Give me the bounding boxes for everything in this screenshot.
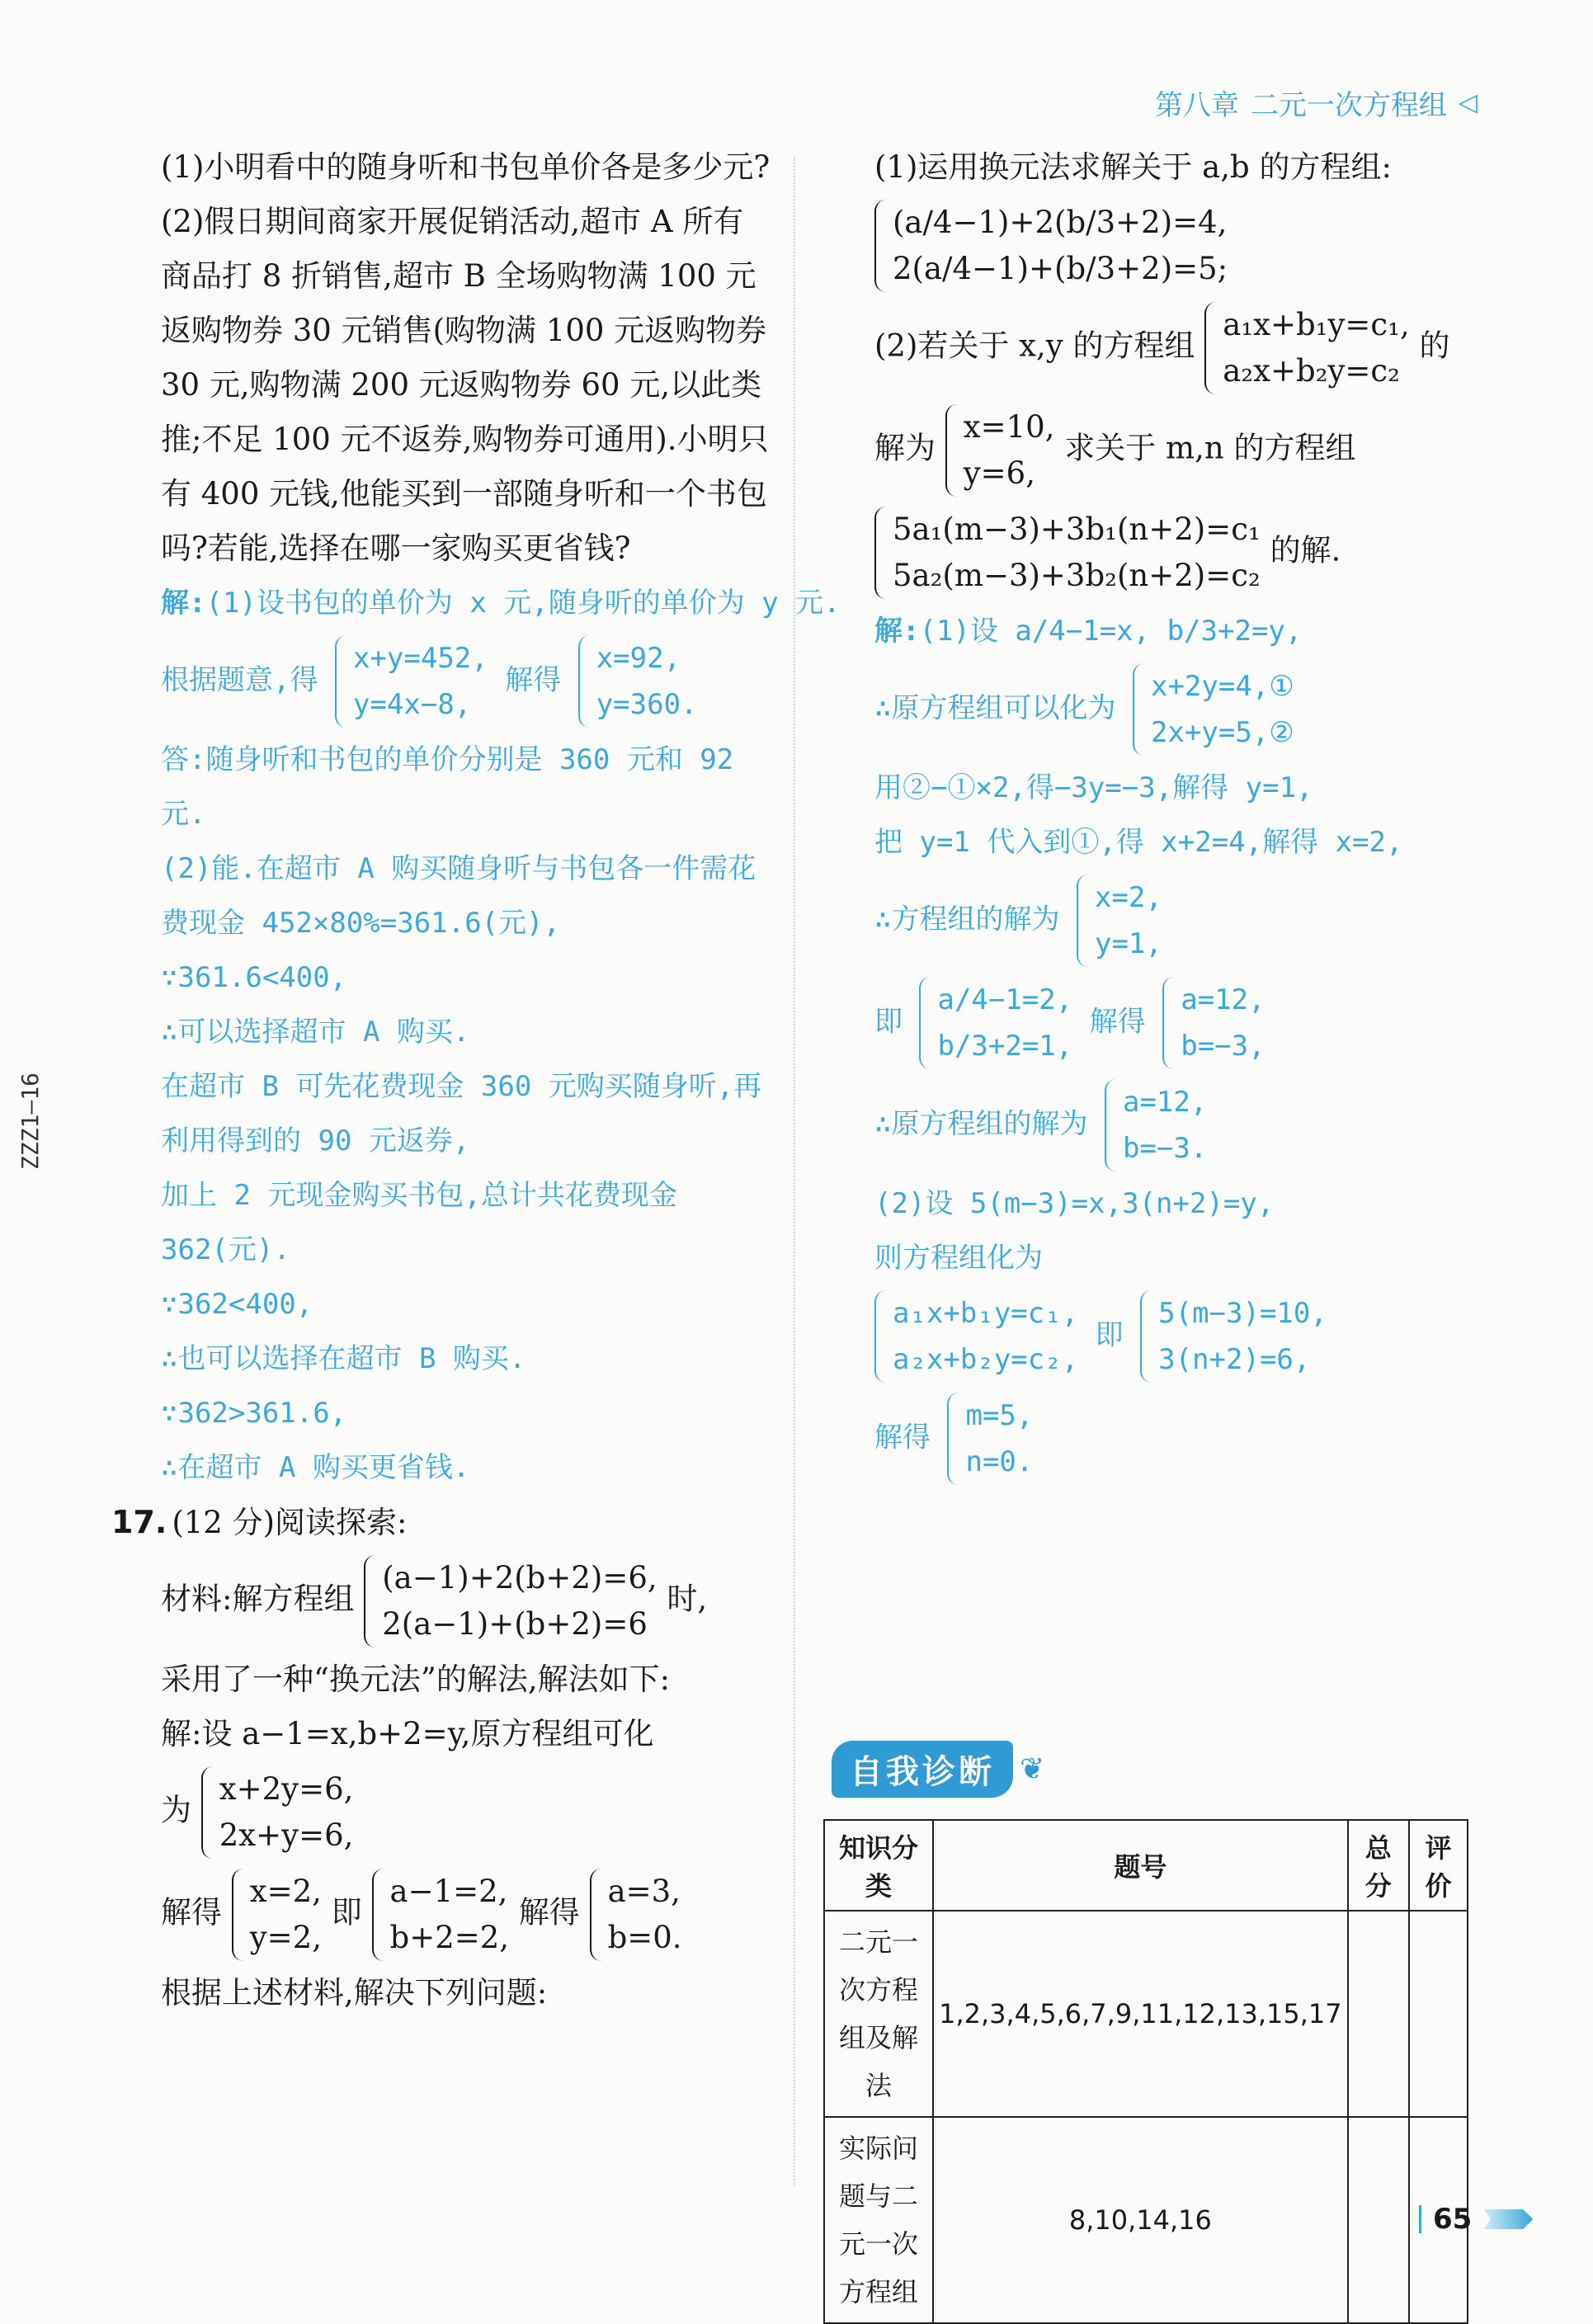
solution-line-1: (1)设 a/4−1=x, b/3+2=y,	[919, 615, 1303, 648]
line-suffix: 的解.	[1270, 532, 1341, 568]
equation-line: y=4x−8,	[352, 688, 472, 721]
question-17-material	[161, 1550, 771, 1652]
brace-icon	[874, 1290, 888, 1383]
equation-system	[874, 1290, 1078, 1383]
solution-line-6: ∴可以选择超市 A 购买.	[161, 1016, 470, 1049]
equation-system	[1204, 302, 1410, 394]
equation-line: a₂x+b₂y=c₂,	[893, 1343, 1079, 1376]
solution-line-10: ∴也可以选择在超市 B 购买.	[161, 1342, 526, 1375]
brace-icon	[232, 1869, 245, 1961]
chapter-number: 第八章	[1154, 89, 1239, 122]
equation-line: m=5,	[965, 1399, 1034, 1432]
score-cell[interactable]	[1348, 1911, 1409, 2117]
solution-line-9: 则方程组化为	[874, 1242, 1043, 1275]
brace-icon	[578, 635, 591, 728]
question-17-heading: (12 分)阅读探索:	[172, 1505, 408, 1540]
equation-line: x=2,	[1094, 881, 1162, 914]
line-mid: 解得	[1089, 1005, 1146, 1039]
column-header: 评价	[1409, 1820, 1468, 1911]
material-label: 材料:解方程组	[161, 1581, 355, 1617]
solution-line-3: 答:随身听和书包的单价分别是 360 元和 92 元.	[161, 743, 734, 831]
equation-line: y=1,	[1094, 927, 1162, 960]
equation-line: a₁x+b₁y=c₁,	[893, 1297, 1079, 1330]
line-suffix: 的	[1419, 328, 1450, 364]
brace-icon	[947, 1393, 960, 1485]
equation-line: 2x+y=6,	[219, 1817, 354, 1853]
solution-line-4: 把 y=1 代入到①,得 x+2=4,解得 x=2,	[874, 826, 1403, 859]
line-suffix: 求关于 m,n 的方程组	[1064, 430, 1356, 466]
equation-line: a=12,	[1122, 1086, 1208, 1119]
arrow-icon	[1483, 2209, 1533, 2229]
solution-line-9: ∵362<400,	[161, 1288, 313, 1321]
equation-line: b/3+2=1,	[937, 1030, 1073, 1063]
diagnosis-table	[823, 1819, 1468, 2324]
badge-title: 自我诊断	[832, 1741, 1013, 1798]
equation-line: a=3,	[607, 1874, 681, 1909]
question-part-1: (1)小明看中的随身听和书包单价各是多少元?	[161, 149, 771, 185]
equation-line: 5a₂(m−3)+3b₂(n+2)=c₂	[893, 558, 1261, 593]
solution-line-12: ∴在超市 A 购买更省钱.	[161, 1451, 470, 1484]
answer-block-17	[874, 604, 1485, 1490]
solution-line-4: (2)能.在超市 A 购买随身听与书包各一件需花费现金 452×80%=361.6(元),	[161, 852, 756, 940]
equation-line: a=12,	[1181, 983, 1265, 1016]
sub-question-2-cont	[874, 399, 1485, 502]
equation-line: x=2,	[249, 1874, 322, 1909]
side-code: ZZZ1—16	[16, 1072, 44, 1171]
solution-system-intro: 根据题意,得	[161, 663, 318, 697]
equation-system	[945, 404, 1055, 497]
leaf-icon: ❦	[1020, 1752, 1045, 1786]
equation-system	[919, 977, 1072, 1069]
category-cell: 二元一次方程组及解法	[824, 1911, 933, 2117]
equation-system	[874, 507, 1261, 599]
line-prefix: ∴方程组的解为	[874, 903, 1060, 936]
equation-system	[874, 200, 1228, 292]
equation-line: n=0.	[965, 1445, 1034, 1478]
brace-icon	[874, 200, 888, 292]
footer-bar	[1419, 2205, 1421, 2233]
brace-icon	[1140, 1290, 1153, 1383]
solution-line-8: (2)设 5(m−3)=x,3(n+2)=y,	[874, 1187, 1275, 1220]
line-mid: 解得	[518, 1894, 580, 1930]
equation-system	[947, 1393, 1033, 1485]
self-diagnosis-badge	[832, 1741, 1044, 1798]
brace-icon	[1133, 663, 1146, 756]
line-prefix: 解为	[874, 430, 936, 466]
equation-line: x+2y=4,①	[1150, 670, 1294, 703]
page-number: 65	[1433, 2203, 1473, 2236]
equation-line: x+2y=6,	[219, 1771, 354, 1807]
equation-line: b+2=2,	[389, 1920, 510, 1955]
line-mid: 即	[1095, 1318, 1124, 1352]
equation-line: x=92,	[596, 642, 681, 675]
equation-line: a₁x+b₁y=c₁,	[1223, 307, 1410, 342]
equation-line: 5(m−3)=10,	[1158, 1297, 1327, 1330]
equation-line: 2(a−1)+(b+2)=6	[382, 1606, 648, 1642]
solution-line-1: (1)设书包的单价为 x 元,随身听的单价为 y 元.	[205, 587, 841, 620]
question-17-title	[111, 1495, 771, 1550]
answer-block-16	[161, 576, 841, 1495]
question-17-line-5	[161, 1864, 771, 1966]
equation-line: a/4−1=2,	[937, 983, 1073, 1016]
brace-icon	[1162, 977, 1176, 1069]
equation-line: 5a₁(m−3)+3b₁(n+2)=c₁	[893, 511, 1261, 547]
equation-line: 3(n+2)=6,	[1158, 1343, 1311, 1376]
brace-icon	[1077, 874, 1090, 967]
brace-icon	[364, 1555, 377, 1648]
equation-line: y=2,	[249, 1920, 322, 1955]
equation-system	[335, 635, 488, 728]
sub-question-1: (1)运用换元法求解关于 a,b 的方程组:	[874, 149, 1392, 185]
material-suffix: 时,	[667, 1581, 708, 1617]
equation-system	[590, 1869, 682, 1961]
solution-line-11: ∵362>361.6,	[161, 1397, 347, 1430]
equation-system	[1162, 977, 1265, 1069]
equation-system	[232, 1869, 322, 1961]
equation-line: x+y=452,	[352, 642, 488, 675]
question-17-line-3: 解:设 a−1=x,b+2=y,原方程组可化	[161, 1716, 654, 1751]
brace-icon	[919, 977, 932, 1069]
line-prefix: ∴原方程组的解为	[874, 1107, 1088, 1141]
question-number: 17.	[111, 1504, 167, 1540]
column-header: 知识分类	[824, 1820, 933, 1911]
sub-question-2	[874, 297, 1485, 399]
brace-icon	[335, 635, 348, 728]
question-17-line-4	[161, 1761, 771, 1864]
line-prefix: 即	[874, 1005, 903, 1039]
category-cell: 实际问题与二元一次方程组	[824, 2117, 933, 2323]
question-17-line-2: 采用了一种“换元法”的解法,解法如下:	[161, 1662, 671, 1697]
left-column	[111, 140, 841, 2020]
equation-line: x=10,	[963, 409, 1055, 445]
solution-label: 解:	[874, 615, 920, 648]
question-part-2: (2)假日期间商家开展促销活动,超市 A 所有商品打 8 折销售,超市 B 全场购物满 100 元返购物券 30 元销售(购物满 100 元返购物券 30 元,购物满 200 元返购物券 60 元,以此类推;不足 100 元不返券,购物券可通用).小明只有 400 元钱,他能买到一部随身听和一个书包吗?若能,选择在哪一家购买更省钱?	[161, 204, 769, 566]
column-divider	[794, 157, 795, 2186]
triangle-marker-icon: ◁	[1458, 88, 1478, 117]
line-prefix: 解得	[161, 1894, 222, 1930]
column-header: 题号	[933, 1820, 1348, 1911]
question-17-line-6: 根据上述材料,解决下列问题:	[161, 1975, 548, 2011]
equation-system	[1133, 663, 1294, 756]
equation-line: a−1=2,	[389, 1874, 508, 1909]
solution-label: 解:	[161, 587, 206, 620]
solution-line-8: 加上 2 元现金购买书包,总计共花费现金 362(元).	[161, 1179, 677, 1266]
solution-line-7: 在超市 B 可先花费现金 360 元购买随身听,再利用得到的 90 元返券,	[161, 1070, 762, 1157]
sub-question-2-system	[874, 502, 1485, 604]
equation-system	[1077, 874, 1162, 967]
eval-cell[interactable]	[1409, 1911, 1468, 2117]
items-cell: 8,10,14,16	[933, 2117, 1348, 2323]
equation-system	[201, 1766, 354, 1859]
line-prefix: (2)若关于 x,y 的方程组	[874, 328, 1195, 364]
equation-line: b=0.	[607, 1920, 682, 1955]
score-cell[interactable]	[1348, 2117, 1409, 2323]
brace-icon	[201, 1766, 214, 1859]
equation-line: 2x+y=5,②	[1150, 716, 1294, 749]
brace-icon	[590, 1869, 603, 1961]
line-prefix: 为	[161, 1792, 191, 1828]
equation-system	[1105, 1079, 1207, 1171]
solution-mid-text: 解得	[505, 663, 562, 697]
equation-line: (a−1)+2(b+2)=6,	[382, 1560, 657, 1596]
page-footer	[1419, 2203, 1533, 2236]
brace-icon	[874, 507, 888, 599]
brace-icon	[1204, 302, 1218, 394]
equation-system	[578, 635, 698, 728]
equation-system	[364, 1555, 657, 1648]
table-row	[824, 1911, 1468, 2117]
brace-icon	[945, 404, 959, 497]
equation-line: 2(a/4−1)+(b/3+2)=5;	[893, 251, 1228, 286]
equation-line: y=360.	[596, 688, 698, 721]
equation-line: (a/4−1)+2(b/3+2)=4,	[893, 205, 1228, 240]
equation-system	[372, 1869, 510, 1961]
equation-line: b=−3,	[1181, 1030, 1265, 1063]
equation-line: y=6,	[963, 455, 1035, 491]
table-header-row	[824, 1820, 1468, 1911]
column-header: 总分	[1348, 1820, 1409, 1911]
items-cell: 1,2,3,4,5,6,7,9,11,12,13,15,17	[933, 1911, 1348, 2117]
solution-line-5: ∵361.6<400,	[161, 961, 347, 994]
brace-icon	[1105, 1079, 1118, 1171]
brace-icon	[372, 1869, 385, 1961]
table-row	[824, 2117, 1468, 2323]
chapter-title: 二元一次方程组	[1250, 89, 1447, 122]
solution-line-3: 用②−①×2,得−3y=−3,解得 y=1,	[874, 771, 1313, 804]
equation-line: a₂x+b₂y=c₂	[1223, 353, 1400, 389]
line-prefix: 解得	[874, 1421, 931, 1454]
line-mid: 即	[331, 1894, 362, 1930]
equation-system	[1140, 1290, 1327, 1383]
equation-line: b=−3.	[1122, 1132, 1208, 1165]
line-prefix: ∴原方程组可以化为	[874, 691, 1116, 725]
right-column	[874, 140, 1485, 1490]
chapter-header	[1155, 82, 1478, 123]
